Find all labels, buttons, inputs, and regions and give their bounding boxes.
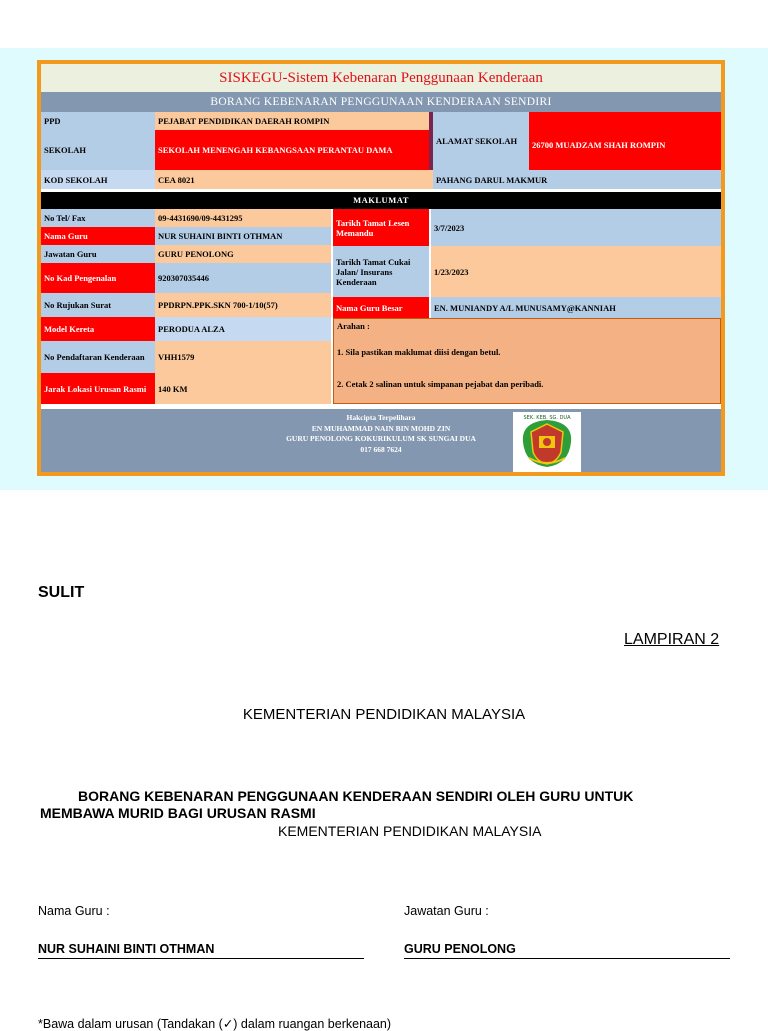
rujukan-field[interactable]: PPDRPN.PPK.SKN 700-1/10(57) [155,293,331,317]
form-body [41,64,721,472]
jawatan-field[interactable]: GURU PENOLONG [155,245,331,263]
pendaftaran-field[interactable]: VHH1579 [155,341,331,373]
logo-text: SEK. KEB. SG. DUA [523,415,571,421]
negeri-field[interactable]: PAHANG DARUL MAKMUR [433,170,721,189]
cukai-field[interactable]: 1/23/2023 [431,246,721,297]
form-footer [41,409,721,472]
footer-phone: 017 668 7624 [360,444,402,454]
nama-guru-doc-label: Nama Guru : [38,904,110,918]
siskegu-form-card [37,60,725,476]
jawatan-label: Jawatan Guru [41,245,155,263]
model-kereta-field[interactable]: PERODUA ALZA [155,317,331,341]
lesen-field[interactable]: 3/7/2023 [431,209,721,246]
rujukan-label: No Rujukan Surat [41,293,155,317]
alamat-field[interactable]: 26700 MUADZAM SHAH ROMPIN [529,112,721,170]
cukai-label: Tarikh Tamat Cukai Jalan/ Insurans Kenderaan [333,246,429,297]
footer-position: GURU PENOLONG KOKURIKULUM SK SUNGAI DUA [286,434,476,443]
footer-copyright: Hakcipta Terpelihara [346,413,416,422]
tel-field[interactable]: 09-4431690/09-4431295 [155,209,331,227]
school-crest-icon [513,412,581,472]
jawatan-guru-doc-field[interactable]: GURU PENOLONG [404,942,730,959]
arahan-box [333,318,721,404]
kad-pengenalan-field[interactable]: 920307035446 [155,263,331,293]
pendaftaran-label: No Pendaftaran Kenderaan [41,341,155,373]
sekolah-field[interactable]: SEKOLAH MENENGAH KEBANGSAAN PERANTAU DAMA [155,130,429,170]
arahan-heading: Arahan : [337,321,370,331]
jarak-field[interactable]: 140 KM [155,373,331,404]
form-subtitle: BORANG KEBENARAN PENGGUNAAN KENDERAAN SENDIRI [41,92,721,112]
footer-credits [201,413,561,455]
guru-besar-field[interactable]: EN. MUNIANDY A/L MUNUSAMY@KANNIAH [431,297,721,318]
sulit-label: SULIT [38,584,85,601]
ppd-label: PPD [41,112,155,130]
sekolah-label: SEKOLAH [41,130,155,170]
nama-guru-doc-field[interactable]: NUR SUHAINI BINTI OTHMAN [38,942,364,959]
partial-instruction: *Bawa dalam urusan (Tandakan (✓) dalam ruangan berkenaan) [38,1017,392,1031]
system-title: SISKEGU-Sistem Kebenaran Penggunaan Kenderaan [41,64,721,92]
arahan-item-2: 2. Cetak 2 salinan untuk simpanan pejabat dan peribadi. [337,379,544,389]
jawatan-guru-doc-label: Jawatan Guru : [404,904,489,918]
kad-pengenalan-label: No Kad Pengenalan [41,263,155,293]
lesen-label: Tarikh Tamat Lesen Memandu [333,209,429,246]
nama-guru-label: Nama Guru [41,227,155,245]
maklumat-heading: MAKLUMAT [41,192,721,209]
ministry-title: KEMENTERIAN PENDIDIKAN MALAYSIA [242,706,526,723]
jarak-label: Jarak Lokasi Urusan Rasmi [41,373,155,404]
borang-title-line2: MEMBAWA MURID BAGI URUSAN RASMI [40,805,316,821]
arahan-item-1: 1. Sila pastikan maklumat diisi dengan betul. [337,347,501,357]
tel-label: No Tel/ Fax [41,209,155,227]
borang-title-line1: BORANG KEBENARAN PENGGUNAAN KENDERAAN SENDIRI OLEH GURU UNTUK [78,788,634,804]
ppd-field[interactable]: PEJABAT PENDIDIKAN DAERAH ROMPIN [155,112,429,130]
nama-guru-field[interactable]: NUR SUHAINI BINTI OTHMAN [155,227,331,245]
school-logo [513,412,581,472]
borang-title-line3: KEMENTERIAN PENDIDIKAN MALAYSIA [278,823,542,839]
kod-sekolah-label: KOD SEKOLAH [41,170,155,189]
guru-besar-label: Nama Guru Besar [333,297,429,318]
alamat-label: ALAMAT SEKOLAH [433,112,529,170]
lampiran-label: LAMPIRAN 2 [624,631,720,648]
kod-sekolah-field[interactable]: CEA 8021 [155,170,433,189]
model-kereta-label: Model Kereta [41,317,155,341]
footer-author: EN MUHAMMAD NAIN BIN MOHD ZIN [311,423,451,433]
